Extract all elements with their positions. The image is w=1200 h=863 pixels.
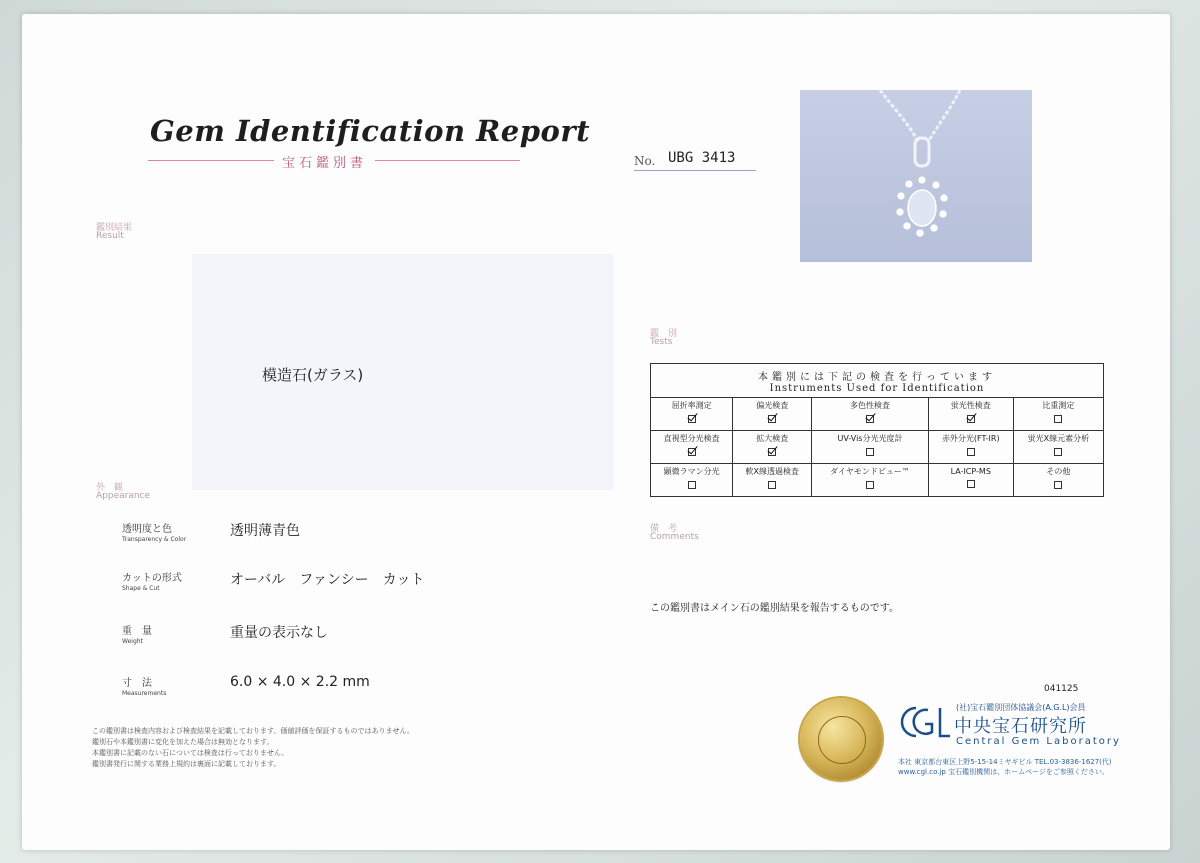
tests-row <box>651 398 1104 431</box>
seal-ring <box>818 716 866 764</box>
serial-number: 041125 <box>1044 684 1079 694</box>
color-value: 透明薄青色 <box>230 523 300 539</box>
comments-label-en: Comments <box>650 532 699 542</box>
jewelry-photo <box>800 90 1032 262</box>
measurements-value: 6.0 × 4.0 × 2.2 mm <box>230 674 370 690</box>
report-number-underline <box>634 170 756 171</box>
result-label-en: Result <box>96 231 124 241</box>
checkbox-checked-icon <box>866 415 874 423</box>
pendant-image <box>800 90 1032 262</box>
tests-table-header <box>651 364 1104 398</box>
tests-header-en: Instruments Used for Identification <box>769 382 985 394</box>
appearance-row-measurements <box>122 674 502 706</box>
test-label: 拡大検査 <box>756 434 789 443</box>
checkbox-empty-icon <box>768 481 776 489</box>
test-label: 多色性検査 <box>849 401 890 410</box>
test-label: 蛍光X線元素分析 <box>1027 434 1090 443</box>
test-label: 軟X線透過検査 <box>745 467 799 476</box>
tests-row <box>651 431 1104 464</box>
report-subtitle: 宝石鑑別書 <box>274 152 375 171</box>
cut-label-jp: カットの形式 <box>122 573 182 584</box>
checkbox-checked-icon <box>967 415 975 423</box>
checkbox-empty-icon <box>866 481 874 489</box>
result-box <box>192 254 614 490</box>
checkbox-empty-icon <box>1054 448 1062 456</box>
checkbox-empty-icon <box>866 448 874 456</box>
weight-label-jp: 重 量 <box>122 626 152 637</box>
note-item: 鑑別書発行に関する業務上規約は裏面に記載しております。 <box>92 760 281 768</box>
result-value: 模造石(ガラス) <box>262 366 364 384</box>
appearance-label-jp: 外 観 <box>96 483 124 493</box>
test-label: 偏光検査 <box>756 401 789 410</box>
tests-header-jp: 本鑑別には下記の検査を行っています <box>758 371 996 383</box>
report-title: Gem Identification Report <box>150 114 591 148</box>
test-label: 蛍光性検査 <box>950 401 991 410</box>
checkbox-empty-icon <box>967 448 975 456</box>
checkbox-checked-icon <box>688 448 696 456</box>
comment-text: この鑑別書はメイン石の鑑別結果を報告するものです。 <box>650 603 899 614</box>
test-label: 赤外分光(FT-IR) <box>941 434 1000 443</box>
test-label: LA-ICP-MS <box>950 467 991 476</box>
appearance-row-color <box>122 520 502 552</box>
checkbox-checked-icon <box>688 415 696 423</box>
checkbox-empty-icon <box>688 481 696 489</box>
weight-label-en: Weight <box>122 638 143 645</box>
disclaimer-notes <box>92 726 532 770</box>
tests-table <box>650 363 1104 497</box>
measurements-label-jp: 寸 法 <box>122 678 152 689</box>
appearance-row-weight <box>122 622 502 654</box>
test-label: ダイヤモンドビュー™ <box>830 467 910 476</box>
measurements-label-en: Measurements <box>122 690 167 697</box>
result-label-jp: 鑑別結果 <box>96 223 133 233</box>
cut-label-en: Shape & Cut <box>122 585 160 592</box>
checkbox-checked-icon <box>768 448 776 456</box>
tests-row <box>651 464 1104 497</box>
checkbox-checked-icon <box>768 415 776 423</box>
report-sheet <box>22 14 1170 850</box>
note-item: この鑑別書は検査内容および検査結果を記載しております、価値評価を保証するものではありません。 <box>92 727 414 735</box>
lab-name-en: Central Gem Laboratory <box>956 736 1121 747</box>
weight-value: 重量の表示なし <box>230 625 328 641</box>
test-label: UV-Vis分光光度計 <box>837 434 903 443</box>
test-label: 屈折率測定 <box>671 401 712 410</box>
lab-address <box>898 757 1112 777</box>
test-label: 直視型分光検査 <box>663 434 720 443</box>
note-item: 鑑別石や本鑑別書に変化を加えた場合は無効となります。 <box>92 738 274 746</box>
note-item: 本鑑別書に記載のない石については検査は行っておりません。 <box>92 749 289 757</box>
appearance-label-en: Appearance <box>96 491 151 501</box>
association-membership: (社)宝石鑑別団体協議会(A.G.L)会員 <box>956 703 1086 712</box>
checkbox-empty-icon <box>1054 415 1062 423</box>
lab-address-line: 本社 東京都台東区上野5-15-14ミヤギビル TEL.03-3836-1627(代) <box>898 758 1112 766</box>
comments-label-jp: 備 考 <box>650 524 678 534</box>
test-label: 顕微ラマン分光 <box>663 467 720 476</box>
appearance-row-cut <box>122 569 502 601</box>
gold-seal-icon <box>800 698 882 780</box>
tests-label-en: Tests <box>650 337 673 347</box>
lab-name-jp: 中央宝石研究所 <box>954 716 1087 737</box>
report-number: UBG 3413 <box>668 150 736 166</box>
lab-website: www.cgl.co.jp 宝石鑑別機関は、ホームページをご参照ください。 <box>898 768 1109 776</box>
color-label-en: Transparency & Color <box>122 536 187 543</box>
color-label-jp: 透明度と色 <box>122 524 172 535</box>
tests-label-jp: 鑑 別 <box>650 329 678 339</box>
cut-value: オーバル ファンシー カット <box>230 572 425 588</box>
checkbox-empty-icon <box>967 480 975 488</box>
cgl-logo-icon <box>898 702 954 742</box>
test-label: その他 <box>1046 467 1071 476</box>
checkbox-empty-icon <box>1054 481 1062 489</box>
report-number-label: No. <box>634 154 656 168</box>
test-label: 比重測定 <box>1042 401 1075 410</box>
